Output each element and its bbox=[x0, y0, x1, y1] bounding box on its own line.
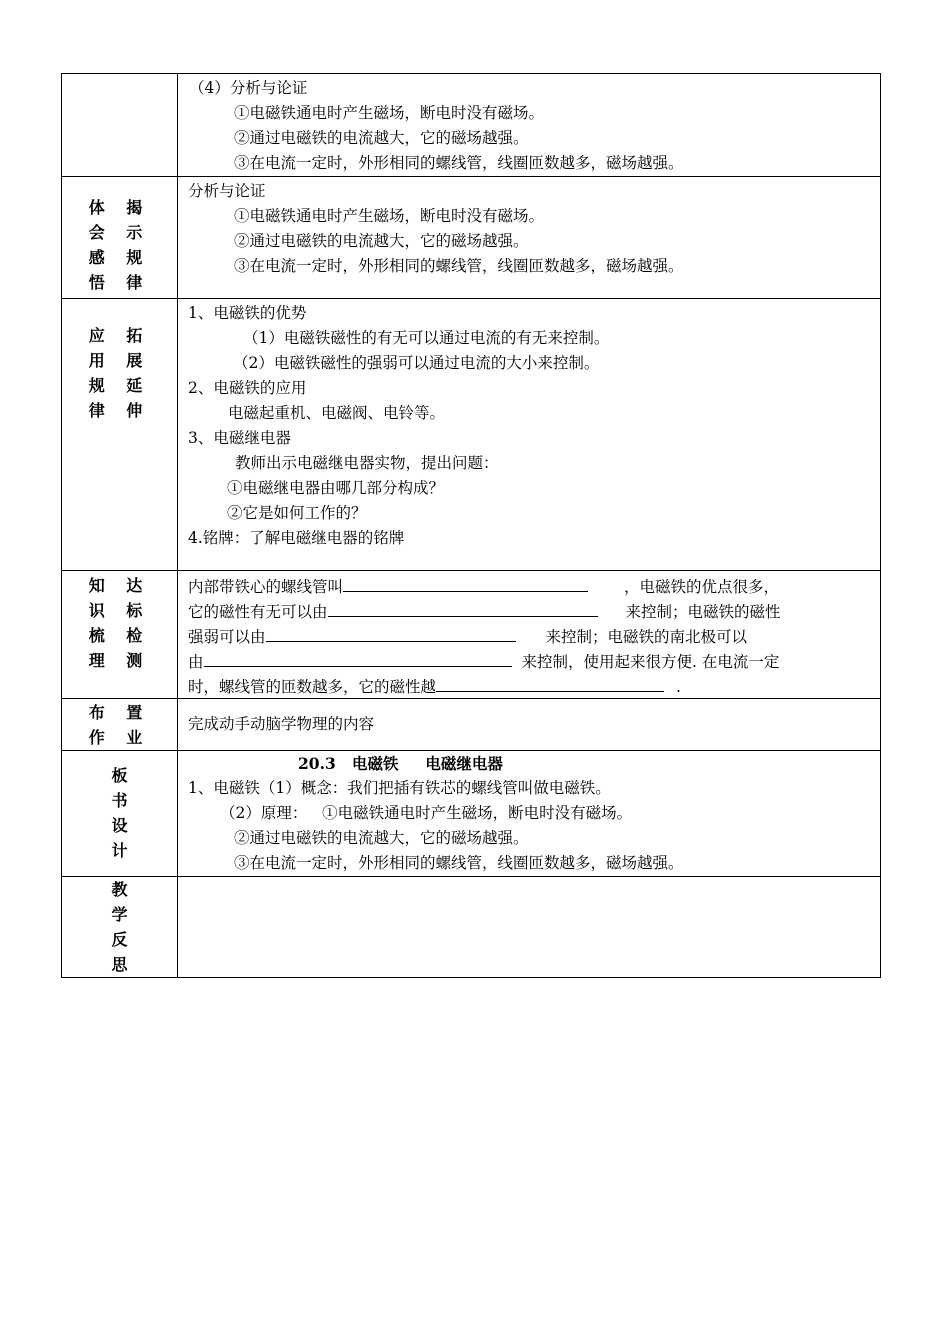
row-label-homework bbox=[62, 699, 178, 751]
row-knowledge-test bbox=[62, 571, 881, 699]
row-homework bbox=[62, 699, 881, 751]
label-char: 反 bbox=[111, 930, 128, 949]
label-line: 律 伸 bbox=[88, 401, 151, 420]
label-char: 书 bbox=[111, 791, 128, 810]
fill-text: 来控制，使用起来很方便. 在电流一定 bbox=[521, 653, 780, 671]
answer-blank[interactable] bbox=[343, 573, 588, 592]
fill-line-3 bbox=[188, 623, 880, 648]
fill-in-content bbox=[178, 571, 881, 699]
fill-line-1 bbox=[188, 573, 880, 598]
label-line: 悟 律 bbox=[88, 273, 151, 292]
label-line: 用 展 bbox=[88, 351, 151, 370]
homework-text: 完成动手动脑学物理的内容 bbox=[188, 715, 375, 733]
fill-text: 时，螺线管的匝数越多，它的磁性越 bbox=[188, 678, 437, 696]
label-char: 思 bbox=[111, 955, 128, 974]
label-line: 作 业 bbox=[88, 728, 151, 747]
label-line: 理 测 bbox=[88, 651, 151, 670]
fill-text: 强弱可以由 bbox=[188, 628, 266, 646]
answer-blank[interactable] bbox=[436, 673, 664, 692]
reflection-content[interactable] bbox=[178, 877, 881, 978]
label-line: 识 标 bbox=[88, 601, 151, 620]
board-point-2: ②通过电磁铁的电流越大，它的磁场越强。 bbox=[234, 829, 529, 847]
reveal-heading: 分析与论证 bbox=[188, 182, 266, 200]
board-point-3: ③在电流一定时，外形相同的螺线管，线圈匝数越多，磁场越强。 bbox=[234, 854, 684, 872]
advantage-2: （2）电磁铁磁性的强弱可以通过电流的大小来控制。 bbox=[233, 354, 600, 372]
relay-heading: 3、电磁继电器 bbox=[188, 429, 291, 447]
board-concept: 1、电磁铁（1）概念：我们把插有铁芯的螺线管叫做电磁铁。 bbox=[188, 779, 611, 797]
row-label-apply-extend bbox=[62, 299, 178, 571]
fill-text: 它的磁性有无可以由 bbox=[188, 603, 328, 621]
label-char: 教 bbox=[111, 880, 128, 899]
row-analysis bbox=[62, 74, 881, 177]
label-char: 学 bbox=[111, 905, 128, 924]
board-principle: （2）原理： ①电磁铁通电时产生磁场，断电时没有磁场。 bbox=[220, 804, 633, 822]
lesson-plan-table bbox=[61, 73, 881, 978]
row-label-board-design bbox=[62, 751, 178, 877]
label-char: 设 bbox=[111, 816, 128, 835]
row-apply-extend bbox=[62, 299, 881, 571]
fill-text: ，电磁铁的优点很多， bbox=[624, 578, 780, 596]
label-line: 规 延 bbox=[88, 376, 151, 395]
row-teaching-reflection bbox=[62, 877, 881, 978]
label-line: 体 揭 bbox=[88, 198, 151, 217]
reveal-point-2: ②通过电磁铁的电流越大，它的磁场越强。 bbox=[234, 232, 529, 250]
row-reveal-law bbox=[62, 177, 881, 299]
analysis-point-3: ③在电流一定时，外形相同的螺线管，线圈匝数越多，磁场越强。 bbox=[234, 154, 684, 172]
row-label-reveal-law bbox=[62, 177, 178, 299]
label-line: 梳 检 bbox=[88, 626, 151, 645]
label-line: 应 拓 bbox=[88, 326, 151, 345]
application-text: 电磁起重机、电磁阀、电铃等。 bbox=[228, 404, 446, 422]
reveal-point-1: ①电磁铁通电时产生磁场，断电时没有磁场。 bbox=[234, 207, 545, 225]
fill-line-4 bbox=[188, 648, 880, 673]
relay-question-2: ②它是如何工作的？ bbox=[227, 504, 367, 522]
fill-text: 内部带铁心的螺线管叫 bbox=[188, 578, 344, 596]
application-heading: 2、电磁铁的应用 bbox=[188, 379, 307, 397]
fill-text: 由 bbox=[188, 653, 204, 671]
advantage-1: （1）电磁铁磁性的有无可以通过电流的有无来控制。 bbox=[243, 329, 610, 347]
label-char: 计 bbox=[111, 841, 128, 860]
reveal-point-3: ③在电流一定时，外形相同的螺线管，线圈匝数越多，磁场越强。 bbox=[234, 257, 684, 275]
label-line: 会 示 bbox=[88, 223, 151, 242]
row-label-empty bbox=[62, 74, 178, 177]
homework-content bbox=[178, 699, 881, 751]
apply-extend-content bbox=[178, 299, 881, 571]
fill-line-5 bbox=[188, 673, 880, 698]
analysis-heading: （4）分析与论证 bbox=[189, 79, 308, 97]
answer-blank[interactable] bbox=[266, 623, 516, 642]
row-label-teaching-reflection bbox=[62, 877, 178, 978]
label-char: 板 bbox=[111, 766, 128, 785]
row-board-design bbox=[62, 751, 881, 877]
advantage-heading: 1、电磁铁的优势 bbox=[188, 304, 307, 322]
answer-blank[interactable] bbox=[204, 648, 512, 667]
analysis-point-2: ②通过电磁铁的电流越大，它的磁场越强。 bbox=[234, 129, 529, 147]
fill-line-2 bbox=[188, 598, 880, 623]
fill-text: 来控制；电磁铁的磁性 bbox=[625, 603, 781, 621]
fill-text: 来控制；电磁铁的南北极可以 bbox=[545, 628, 748, 646]
analysis-point-1: ①电磁铁通电时产生磁场，断电时没有磁场。 bbox=[234, 104, 545, 122]
reveal-law-content bbox=[178, 177, 881, 299]
row-label-knowledge-test bbox=[62, 571, 178, 699]
board-title: 20.3 电磁铁 电磁继电器 bbox=[298, 754, 503, 773]
label-line: 知 达 bbox=[88, 576, 151, 595]
answer-blank[interactable] bbox=[328, 598, 598, 617]
nameplate-line: 4.铭牌：了解电磁继电器的铭牌 bbox=[188, 529, 405, 547]
relay-question-1: ①电磁继电器由哪几部分构成？ bbox=[227, 479, 445, 497]
analysis-content bbox=[178, 74, 881, 177]
label-line: 感 规 bbox=[88, 248, 151, 267]
relay-intro: 教师出示电磁继电器实物，提出问题： bbox=[235, 454, 499, 472]
board-design-content bbox=[178, 751, 881, 877]
fill-text: . bbox=[676, 678, 681, 696]
label-line: 布 置 bbox=[88, 703, 151, 722]
